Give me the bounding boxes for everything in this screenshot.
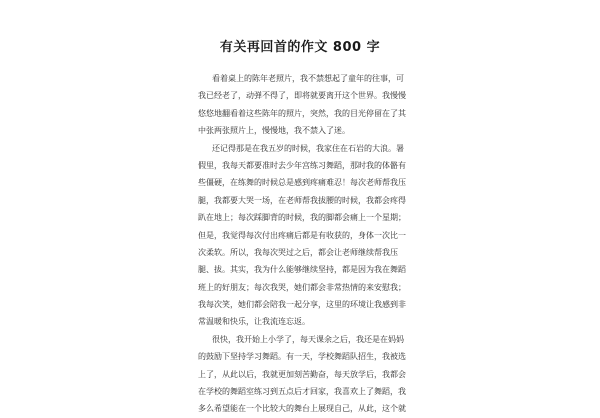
paragraph-line: 我已经老了，动弹不得了，即将就要离开这个世界。我慢慢 bbox=[198, 91, 406, 101]
paragraph-line: 趴在地上；每次踩脚背的时候，我的脚都会痛上一个星期； bbox=[198, 213, 406, 223]
paragraph-line: 很快，我开始上小学了，每天课余之后，我还是在妈妈 bbox=[212, 334, 404, 344]
paragraph-2 bbox=[198, 140, 412, 331]
paragraph-1 bbox=[198, 70, 412, 140]
paragraph-line: 还记得那是在我五岁的时候，我家住在石岩的大浪。暑 bbox=[212, 143, 404, 153]
paragraph-line: 但是，我觉得每次付出疼痛后都是有收获的，身体一次比一 bbox=[198, 230, 406, 240]
document-title: 有关再回首的作文 800 字 bbox=[219, 40, 381, 55]
document-body bbox=[198, 70, 412, 418]
paragraph-line: 的鼓励下坚持学习舞蹈。有一天，学校舞蹈队招生，我被选 bbox=[198, 352, 406, 362]
paragraph-line: 次柔软。所以，我每次哭过之后，都会让老师继续帮我压 bbox=[198, 247, 398, 257]
paragraph-line: 悠悠地翻看着这些陈年的照片，突然，我的目光停留在了其 bbox=[198, 108, 406, 118]
paragraph-line: 看着桌上的陈年老照片，我不禁想起了童年的往事，可 bbox=[212, 74, 404, 83]
paragraph-line: 在学校的舞蹈室练习到五点后才回家，我喜欢上了舞蹈，我 bbox=[198, 387, 406, 397]
paragraph-line: 假里，我每天都要准时去少年宫练习舞蹈，那时我的体骼有 bbox=[198, 160, 406, 170]
paragraph-line: 我每次笑，她们都会陪我一起分享，这里的环境让我感到非 bbox=[198, 300, 406, 310]
paragraph-3 bbox=[198, 331, 412, 418]
paragraph-line: 腿，我都要大哭一场，在老师帮我拔腰的时候，我都会疼得 bbox=[198, 195, 406, 205]
paragraph-line: 中张两张照片上，慢慢地，我不禁入了迷。 bbox=[198, 126, 350, 136]
paragraph-line: 些僵硬，在练舞的时候总是感到疼痛难忍！每次老师帮我压 bbox=[198, 178, 406, 188]
paragraph-line: 班上的好朋友；每次我哭，她们都会非常热情的来安慰我； bbox=[198, 282, 406, 292]
paragraph-line: 上了，从此以后，我就更加刻苦勤奋，每天放学后，我都会 bbox=[198, 369, 406, 379]
paragraph-line: 多么希望能在一个比较大的舞台上展现自己，从此，这个就 bbox=[198, 404, 406, 414]
paragraph-line: 腿、拔。其实，我为什么能够继续坚持，都是因为我在舞蹈 bbox=[198, 265, 406, 275]
paragraph-line: 常温暖和快乐，让我流连忘返。 bbox=[198, 317, 310, 327]
